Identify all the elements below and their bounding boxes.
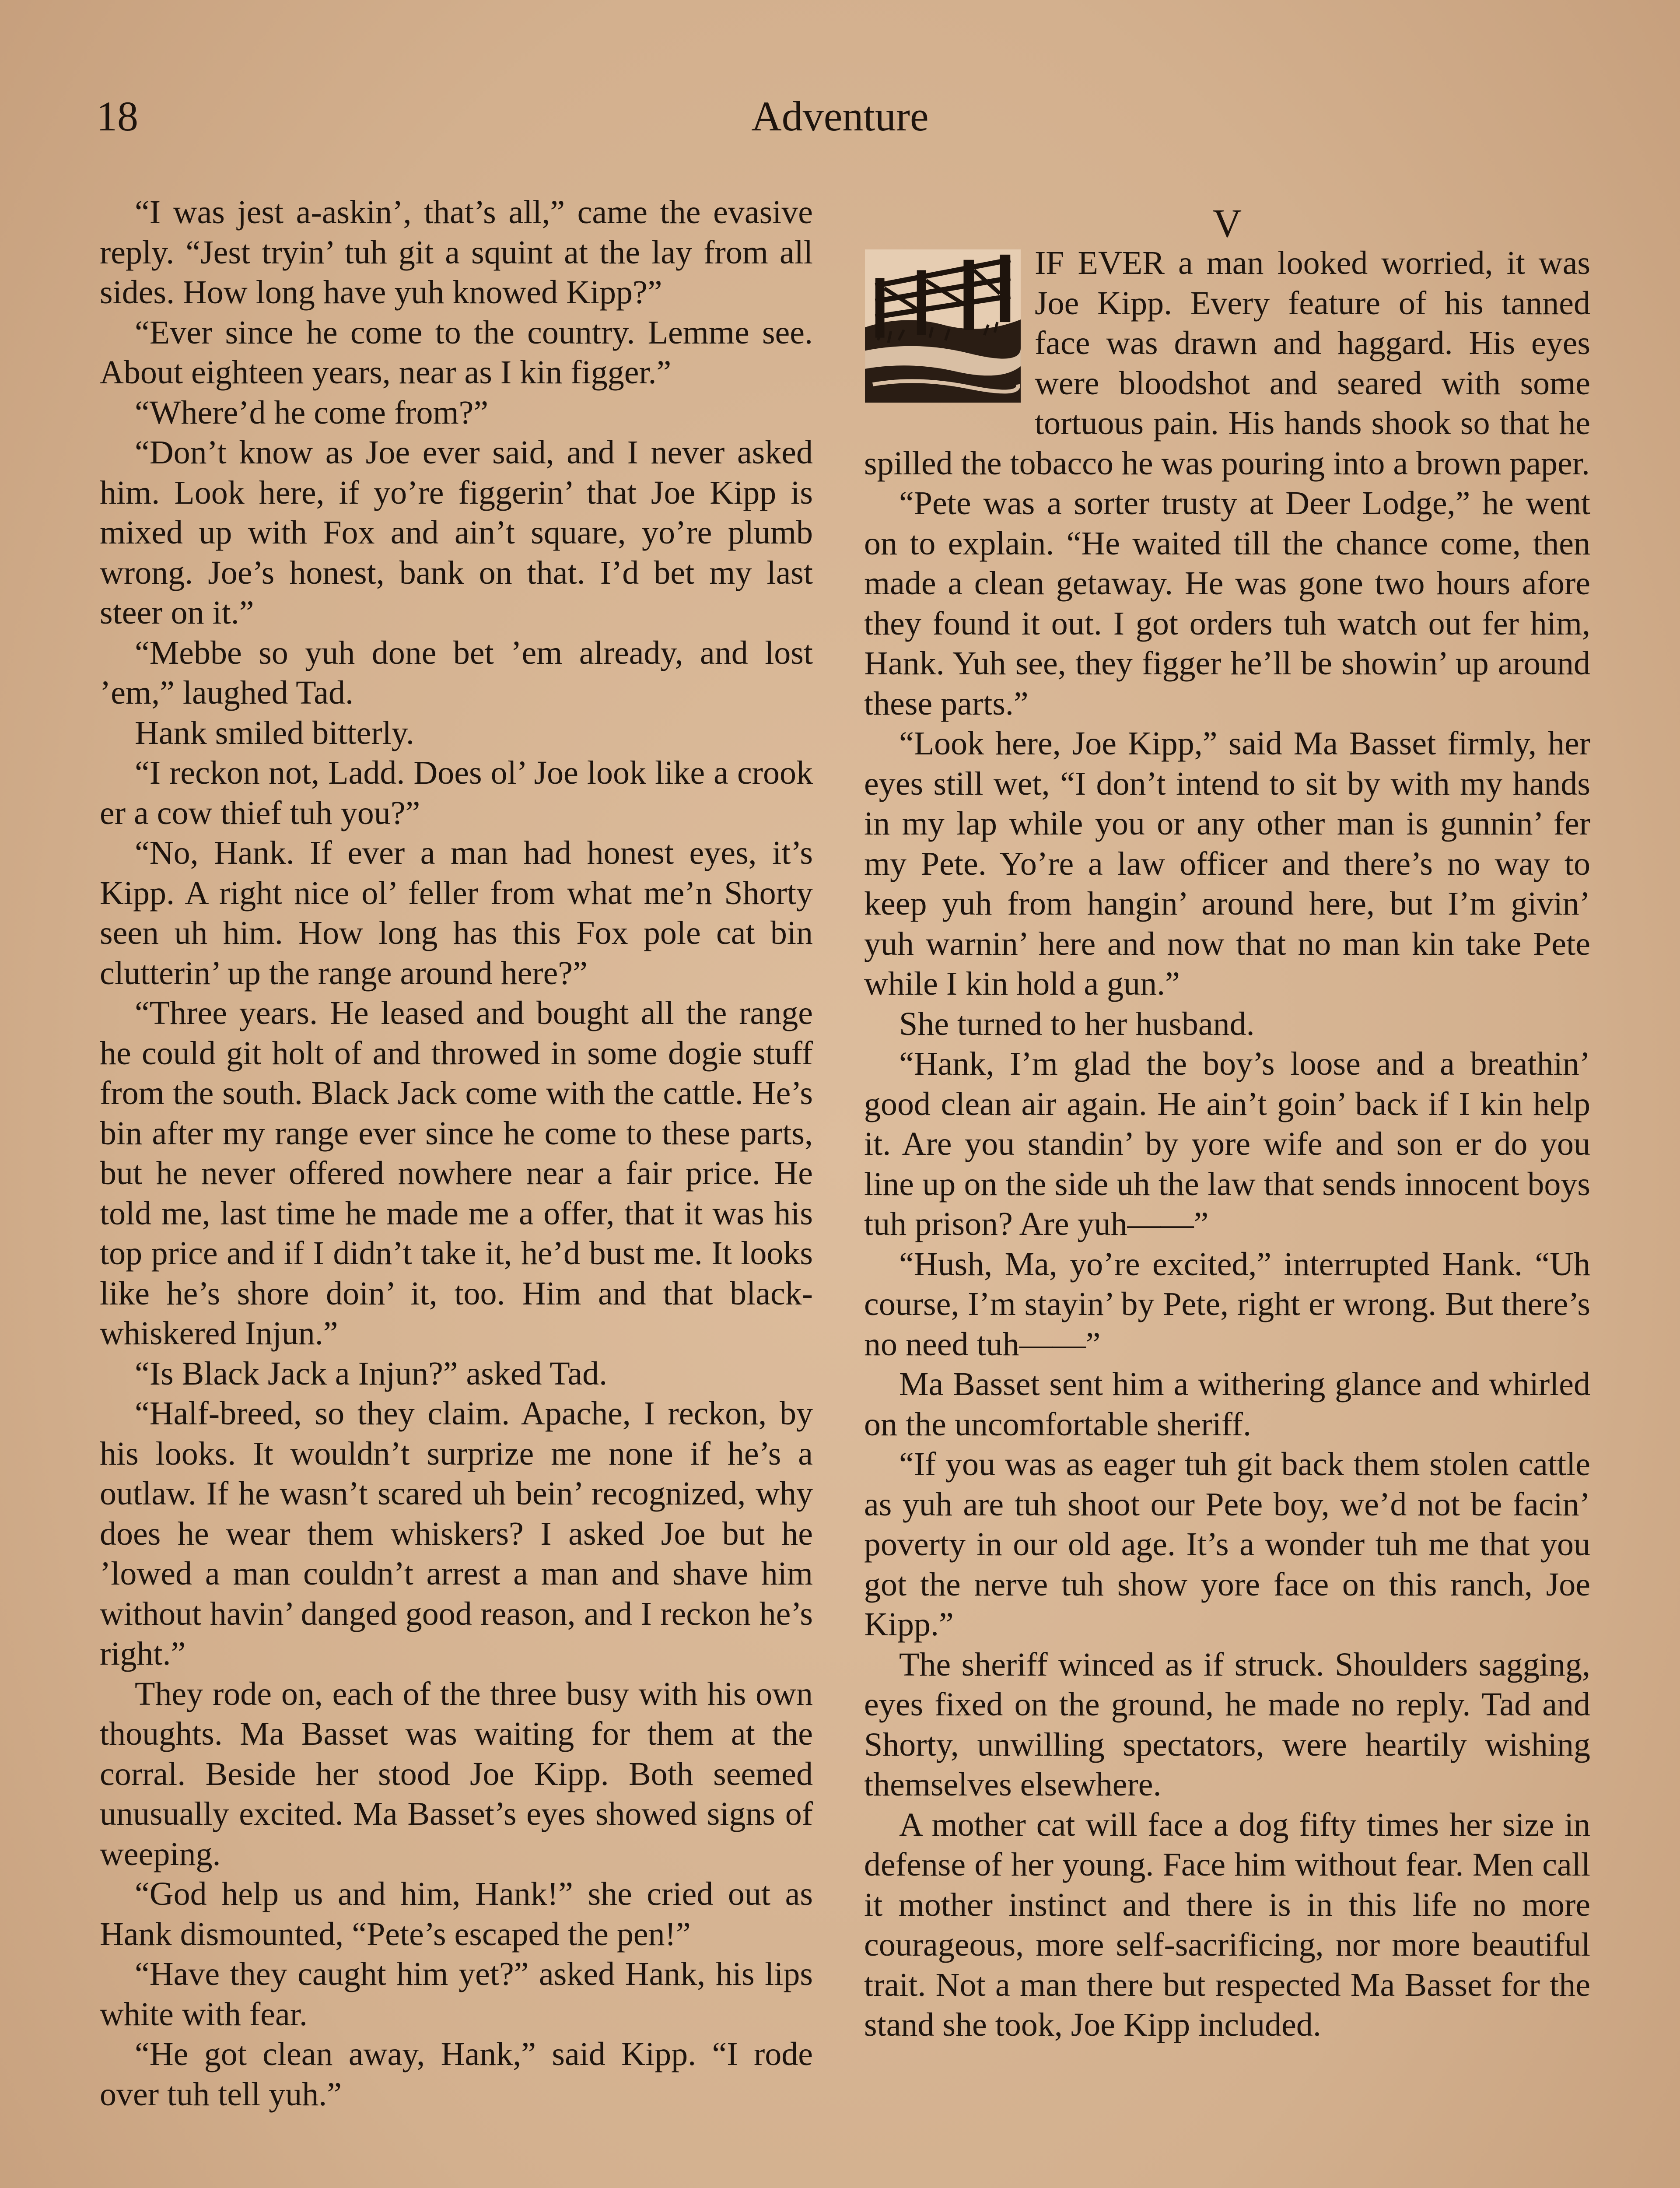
paragraph: “I reckon not, Ladd. Does ol’ Joe look like a crook er a cow thief tuh you?” xyxy=(100,754,813,831)
corral-fence-illustration xyxy=(864,249,1022,403)
paragraph: “Mebbe so yuh done bet ’em already, and lost ’em,” laughed Tad. xyxy=(100,634,813,711)
paragraph: “He got clean away, Hank,” said Kipp. “I rode over tuh tell yuh.” xyxy=(100,2036,813,2113)
paragraph: A mother cat will face a dog fifty times her size in defense of her young. Face him without fear. Men call it mother instinct and there is in this life no more courageous, more self-sacrificing, nor more beautiful trait. Not a man there but respected Ma Basset for the stand she took, Joe Kipp included. xyxy=(864,1806,1590,2043)
paragraph: They rode on, each of the three busy with his own thoughts. Ma Basset was waiting for them at the corral. Beside her stood Joe Kipp. Both seemed unusually excited. Ma Basset’s eyes showed signs of weeping. xyxy=(100,1675,813,1872)
paragraph: “God help us and him, Hank!” she cried out as Hank dismounted, “Pete’s escaped the pen!” xyxy=(100,1876,813,1953)
paragraph: “Don’t know as Joe ever said, and I never asked him. Look here, if yo’re figgerin’ that Joe Kipp is mixed up with Fox and ain’t square, yo’re plumb wrong. Joe’s honest, bank on that. I’d bet my last steer on it.” xyxy=(100,434,813,631)
paragraph: She turned to her husband. xyxy=(899,1005,1255,1042)
paragraph: “Is Black Jack a Injun?” asked Tad. xyxy=(135,1355,608,1392)
paragraph: “Hush, Ma, yo’re excited,” interrupted Hank. “Uh course, I’m stayin’ by Pete, right er wrong. But there’s no need tuh——” xyxy=(864,1245,1590,1363)
running-title: Adventure xyxy=(751,93,929,140)
right-column xyxy=(864,193,1590,2045)
paragraph: “No, Hank. If ever a man had honest eyes, it’s Kipp. A right nice ol’ feller from what me’n Shorty seen uh him. How long has this Fox pole cat bin clutterin’ up the range around here?” xyxy=(100,835,813,992)
paragraph: “Have they caught him yet?” asked Hank, his lips white with fear. xyxy=(100,1956,813,2033)
paragraph: The sheriff winced as if struck. Shoulders sagging, eyes fixed on the ground, he made no reply. Tad and Shorty, unwilling spectators, were heartily wishing themselves elsewhere. xyxy=(864,1646,1590,1803)
paragraph: “If you was as eager tuh git back them stolen cattle as yuh are tuh shoot our Pete boy, we’d not be facin’ poverty in our old age. It’s a wonder tuh me that you got the nerve tuh show yore face on this ranch, Joe Kipp.” xyxy=(864,1446,1590,1643)
paragraph: “Where’d he come from?” xyxy=(135,394,489,431)
paragraph: IF EVER a man looked worried, it was Joe Kipp. Every feature of his tanned face was drawn and haggard. His eyes were bloodshot and seared with some tortuous pain. His hands shook so that he spilled the tobacco he was pouring into a brown paper. xyxy=(864,245,1590,482)
section-number: V xyxy=(1212,201,1242,245)
page-header xyxy=(96,92,1584,144)
paragraph: Ma Basset sent him a withering glance and whirled on the uncomfortable sheriff. xyxy=(864,1366,1590,1443)
paragraph: “Ever since he come to the country. Lemme see. About eighteen years, near as I kin figger.” xyxy=(100,314,813,391)
paragraph: “Half-breed, so they claim. Apache, I reckon, by his looks. It wouldn’t surprize me none if he’s a outlaw. If he wasn’t scared uh bein’ recognized, why does he wear them whiskers? I asked Joe but he ’lowed a man couldn’t arrest a man and shave him without havin’ danged good reason, and I reckon he’s right.” xyxy=(100,1395,813,1672)
paragraph: “I was jest a-askin’, that’s all,” came the evasive reply. “Jest tryin’ tuh git a squint at the lay from all sides. How long have yuh knowed Kipp?” xyxy=(100,194,813,311)
paragraph: “Hank, I’m glad the boy’s loose and a breathin’ good clean air again. He ain’t goin’ back if I kin help it. Are you standin’ by yore wife and son er do you line up on the side uh the law that sends innocent boys tuh prison? Are yuh——” xyxy=(864,1045,1590,1242)
page-number: 18 xyxy=(96,93,138,140)
paragraph: “Pete was a sorter trusty at Deer Lodge,” he went on to explain. “He waited till the chance come, then made a clean getaway. He was gone two hours afore they found it out. I got orders tuh watch out fer him, Hank. Yuh see, they figger he’ll be showin’ up around these parts.” xyxy=(864,485,1590,722)
left-column xyxy=(100,193,813,2114)
paragraph: “Three years. He leased and bought all the range he could git holt of and throwed in some dogie stuff from the south. Black Jack come with the cattle. He’s bin after my range ever since he come to these parts, but he never offered nowhere near a fair price. He told me, last time he made me a offer, that it was his top price and if I didn’t take it, he’d bust me. It looks like he’s shore doin’ it, too. Him and that black-whiskered Injun.” xyxy=(100,995,813,1352)
paragraph: Hank smiled bitterly. xyxy=(135,714,414,751)
paragraph: “Look here, Joe Kipp,” said Ma Basset firmly, her eyes still wet, “I don’t intend to sit by with my hands in my lap while you or any other man is gunnin’ fer my Pete. Yo’re a law officer and there’s no way to keep yuh from hangin’ around here, but I’m givin’ yuh warnin’ here and now that no man kin take Pete while I kin hold a gun.” xyxy=(864,725,1590,1002)
